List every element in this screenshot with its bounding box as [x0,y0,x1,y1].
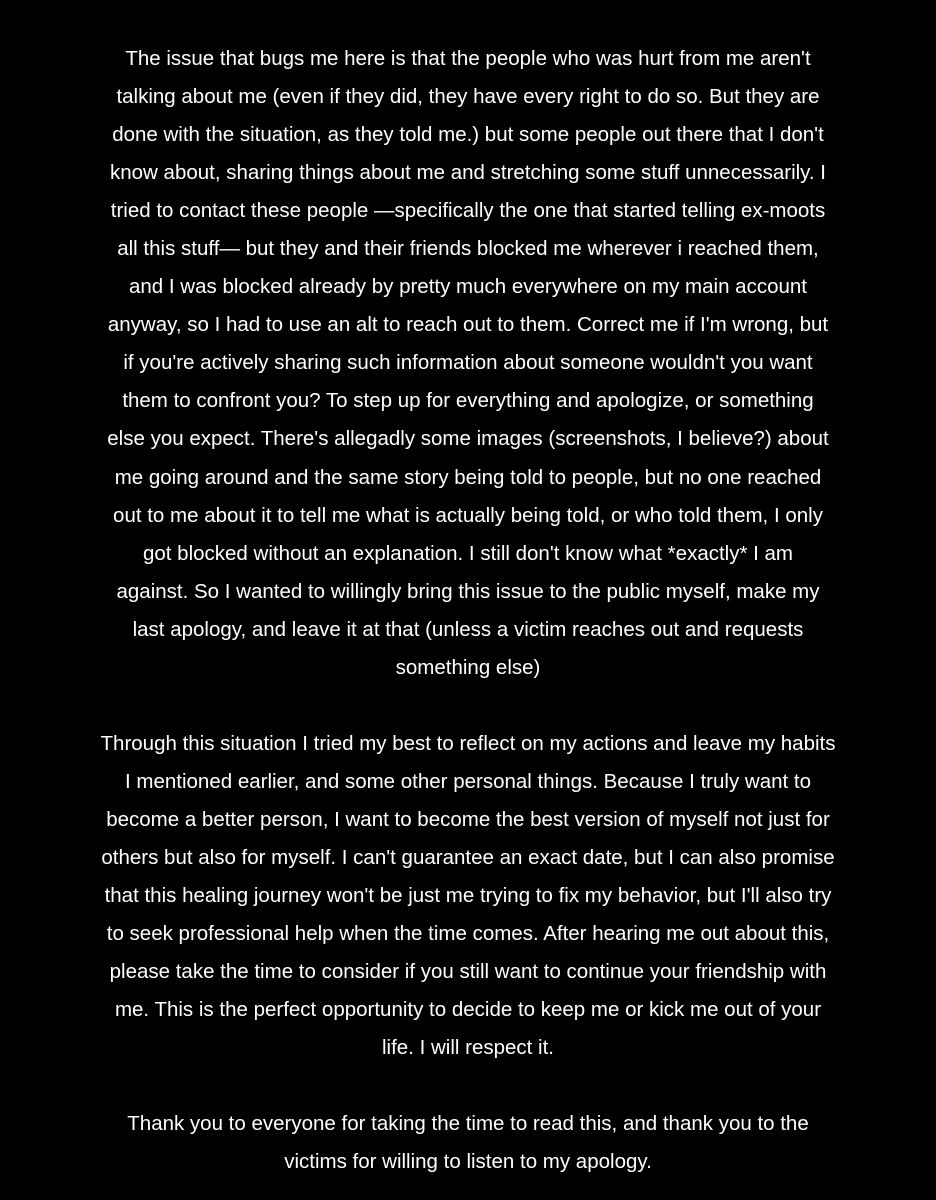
text-line: me. This is the perfect opportunity to decide to keep me or kick me out of your [114,998,822,1022]
text-line: life. I will respect it. [381,1036,555,1060]
paragraph-gap [12,1067,924,1105]
text-line: if you're actively sharing such information about someone wouldn't you want [123,351,813,375]
text-line: got blocked without an explanation. I still don't know what *exactly* I am [142,541,794,565]
text-line: others but also for myself. I can't guarantee an exact date, but I can also promise [101,845,835,869]
text-line: that this healing journey won't be just me trying to fix my behavior, but I'll also try [104,883,832,907]
text-line: Through this situation I tried my best to reflect on my actions and leave my habits [100,731,836,755]
text-line: all this stuff— but they and their friends blocked me wherever i reached them, [117,237,819,261]
text-line: last apology, and leave it at that (unless a victim reaches out and requests [132,617,804,641]
text-line: and I was blocked already by pretty much everywhere on my main account [129,275,807,299]
text-line: done with the situation, as they told me.) but some people out there that I don't [112,123,824,147]
text-line: know about, sharing things about me and stretching some stuff unnecessarily. I [109,161,826,185]
text-line: please take the time to consider if you still want to continue your friendship with [109,960,827,984]
text-line: I mentioned earlier, and some other personal things. Because I truly want to [125,769,811,793]
text-line: out to me about it to tell me what is actually being told, or who told them, I only [113,503,823,527]
paragraph-1 [12,40,924,687]
text-line: else you expect. There's allegadly some images (screenshots, I believe?) about [107,427,829,451]
text-line: The issue that bugs me here is that the people who was hurt from me aren't [125,47,811,70]
paragraph-3 [12,1105,924,1181]
text-line: victims for willing to listen to my apology. [284,1150,652,1174]
text-line: tried to contact these people —specifically the one that started telling ex-moots [110,199,826,223]
text-line: against. So I wanted to willingly bring this issue to the public myself, make my [116,579,820,603]
paragraph-gap [12,687,924,725]
text-line: Thank you to everyone for taking the time to read this, and thank you to the [127,1112,809,1136]
text-line: to seek professional help when the time comes. After hearing me out about this, [106,922,830,946]
text-line: talking about me (even if they did, they have every right to do so. But they are [116,85,820,109]
text-line: me going around and the same story being told to people, but no one reached [114,465,822,489]
paragraph-2 [12,725,924,1067]
text-line: something else) [395,655,541,679]
text-line: them to confront you? To step up for everything and apologize, or something [122,389,814,413]
text-line: anyway, so I had to use an alt to reach out to them. Correct me if I'm wrong, but [107,313,829,337]
text-line: become a better person, I want to become the best version of myself not just for [106,807,830,831]
